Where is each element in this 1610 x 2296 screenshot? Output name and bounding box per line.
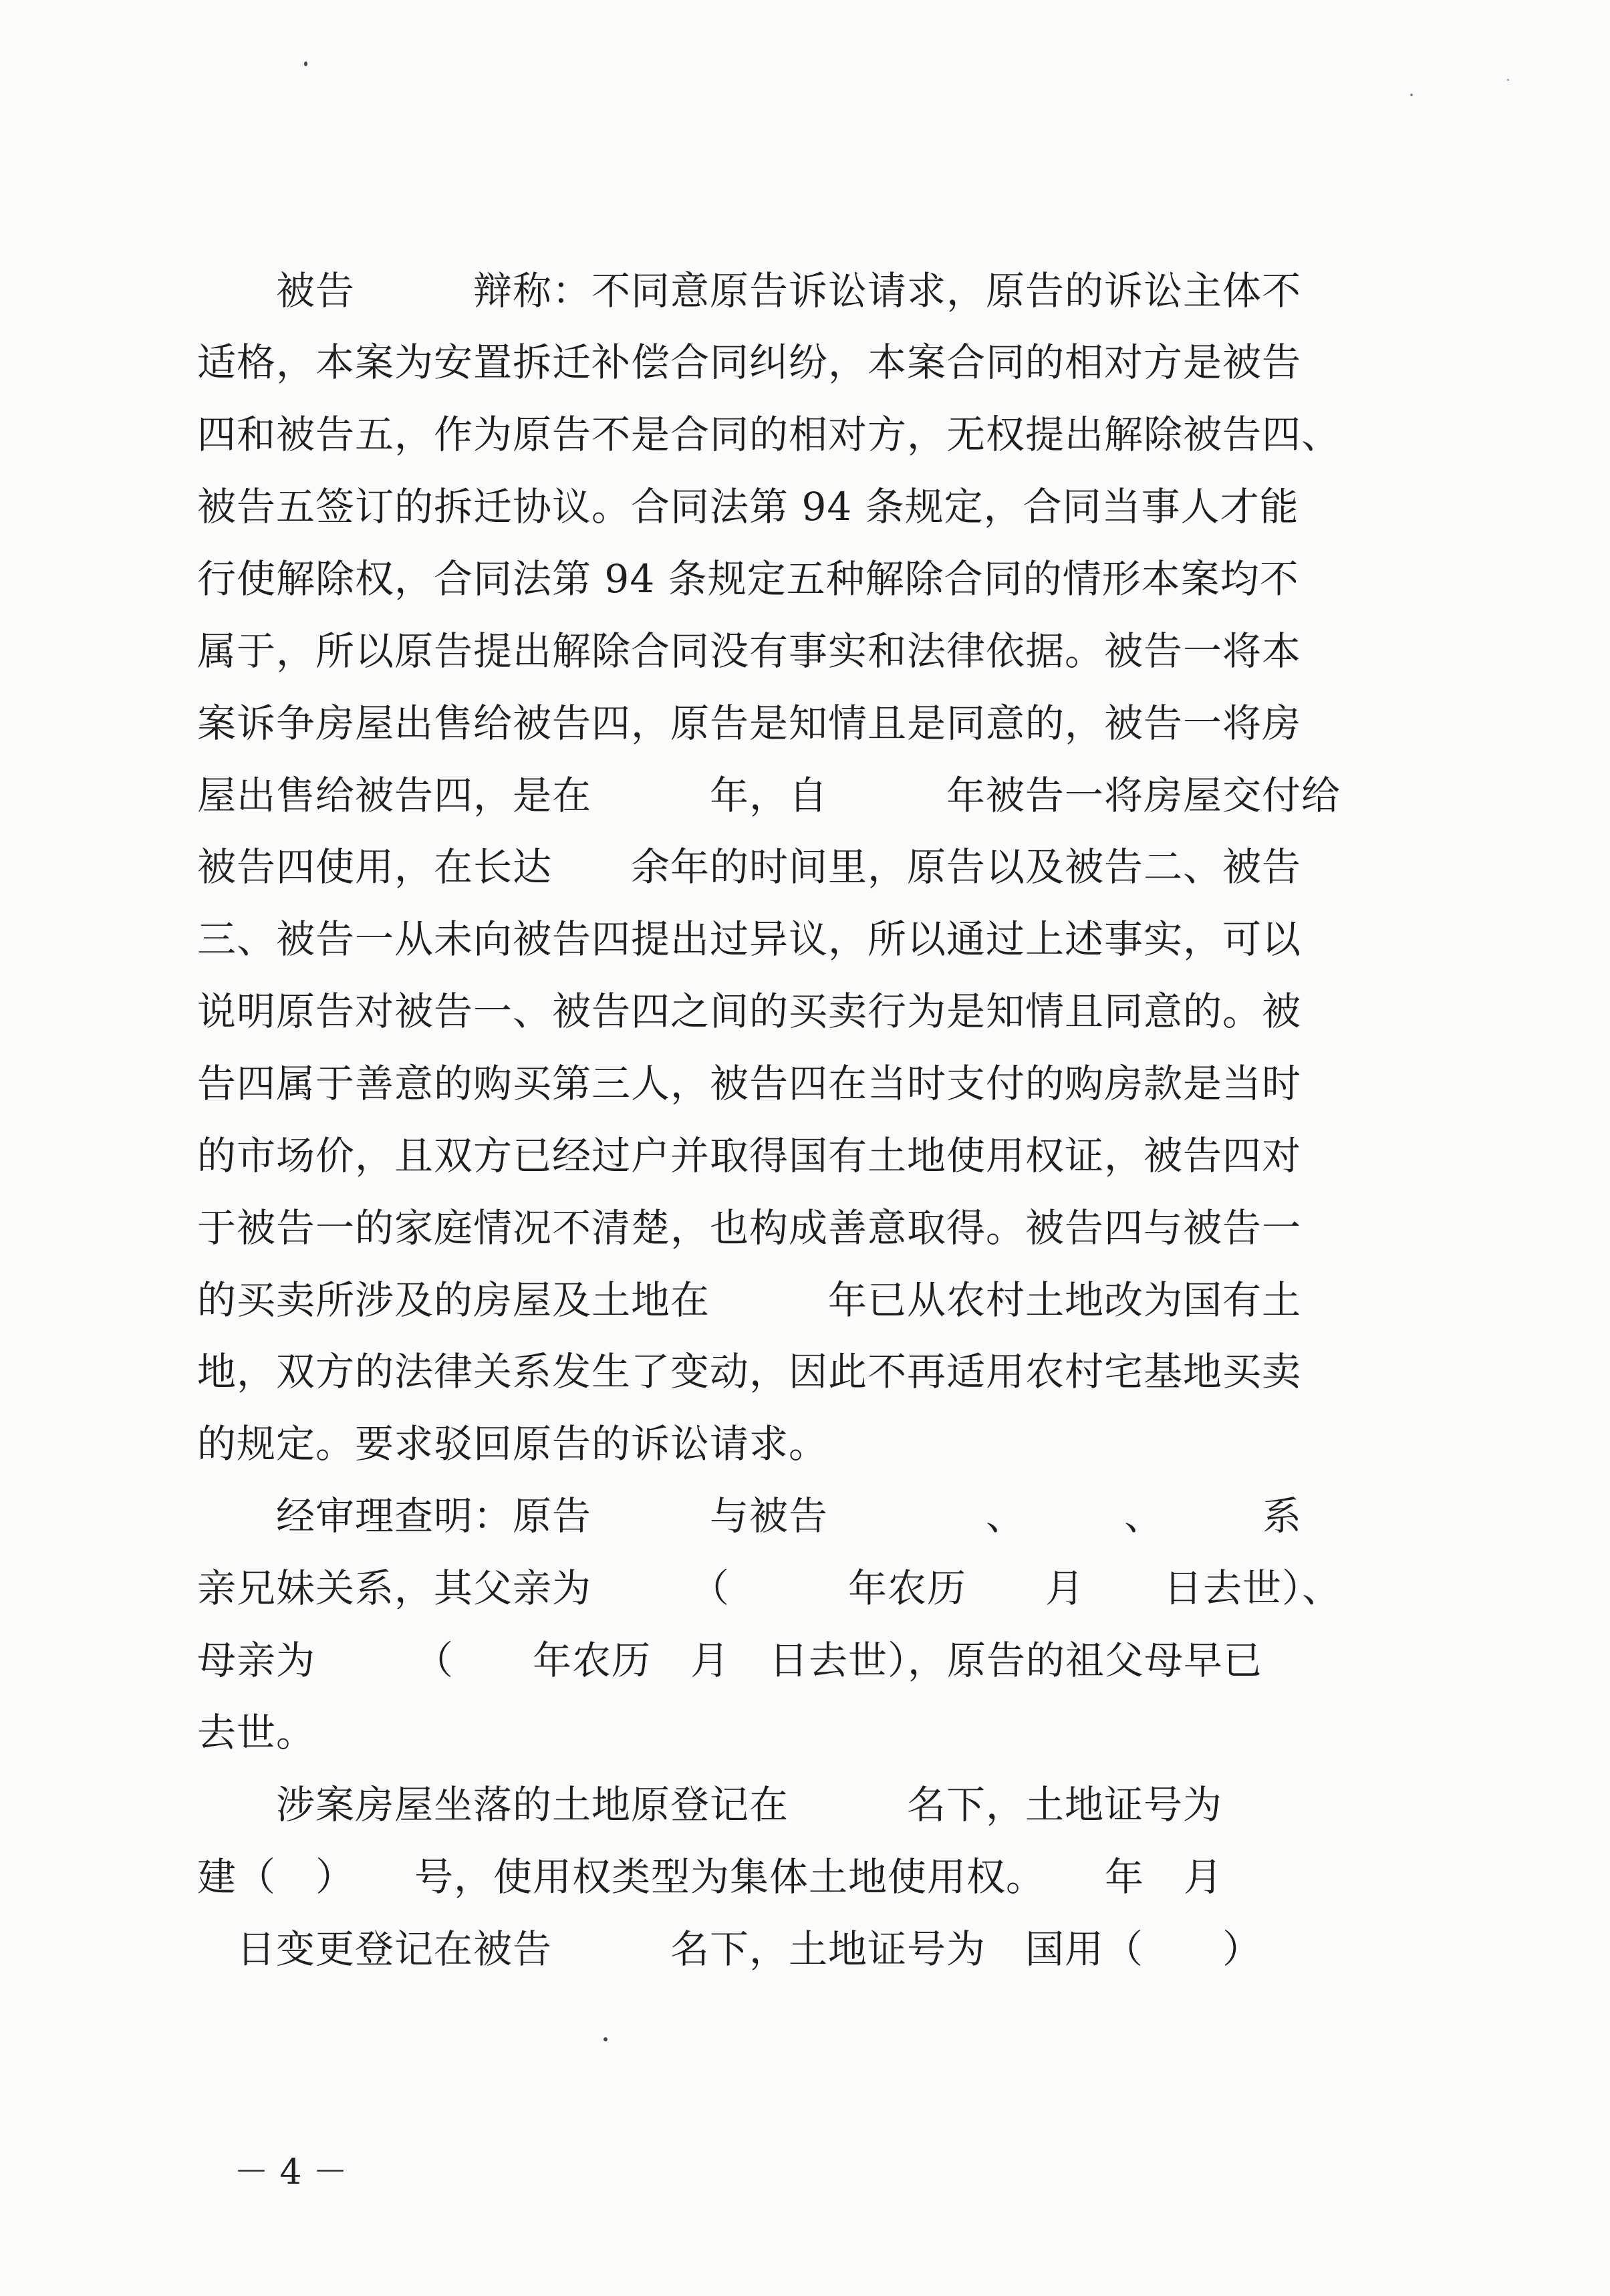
page-number: － 4 － [234,2152,348,2192]
scan-speck [1507,79,1509,81]
text-line-10: 三、被告一从未向被告四提出过异议，所以通过上述事实，可以 [197,916,1302,962]
text-line-6: 属于，所以原告提出解除合同没有事实和法律依据。被告一将本 [197,628,1302,674]
text-line-4: 被告五签订的拆迁协议。合同法第 94 条规定，合同当事人才能 [197,484,1299,529]
text-line-22: 涉案房屋坐落的土地原登记在 名下，土地证号为 [197,1782,1223,1827]
text-line-11: 说明原告对被告一、被告四之间的买卖行为是知情且同意的。被 [197,989,1302,1034]
text-line-13: 的市场价，且双方已经过户并取得国有土地使用权证，被告四对 [197,1133,1302,1178]
text-line-15: 的买卖所涉及的房屋及土地在 年已从农村土地改为国有土 [197,1277,1302,1323]
text-line-23: 建（ ） 号，使用权类型为集体土地使用权。 年 月 [197,1854,1224,1900]
text-line-3: 四和被告五，作为原告不是合同的相对方，无权提出解除被告四、 [197,412,1341,457]
text-line-17: 的规定。要求驳回原告的诉讼请求。 [197,1421,829,1466]
scan-speck [1410,94,1413,96]
scan-speck [603,2037,608,2041]
text-line-14: 于被告一的家庭情况不清楚，也构成善意取得。被告四与被告一 [197,1205,1302,1251]
text-line-19: 亲兄妹关系，其父亲为 （ 年农历 月 日去世）、 [197,1565,1342,1611]
text-line-21: 去世。 [197,1710,316,1755]
text-line-7: 案诉争房屋出售给被告四，原告是知情且是同意的，被告一将房 [197,700,1302,746]
text-line-9: 被告四使用，在长达 余年的时间里，原告以及被告二、被告 [197,844,1302,890]
text-line-16: 地，双方的法律关系发生了变动，因此不再适用农村宅基地买卖 [197,1349,1302,1394]
text-line-20: 母亲为 （ 年农历 月 日去世），原告的祖父母早已 [197,1638,1263,1683]
text-line-2: 适格，本案为安置拆迁补偿合同纠纷，本案合同的相对方是被告 [197,340,1302,385]
text-line-5: 行使解除权，合同法第 94 条规定五种解除合同的情形本案均不 [197,556,1299,602]
scan-speck [304,61,307,66]
text-line-18: 经审理查明：原告 与被告 、 、 系 [197,1493,1303,1539]
text-line-12: 告四属于善意的购买第三人，被告四在当时支付的购房款是当时 [197,1061,1302,1106]
text-line-1: 被告 辩称：不同意原告诉讼请求，原告的诉讼主体不 [197,268,1302,313]
text-line-24: 日变更登记在被告 名下，土地证号为 国用（ ） [197,1926,1262,1972]
text-line-8: 屋出售给被告四，是在 年，自 年被告一将房屋交付给 [197,773,1341,818]
